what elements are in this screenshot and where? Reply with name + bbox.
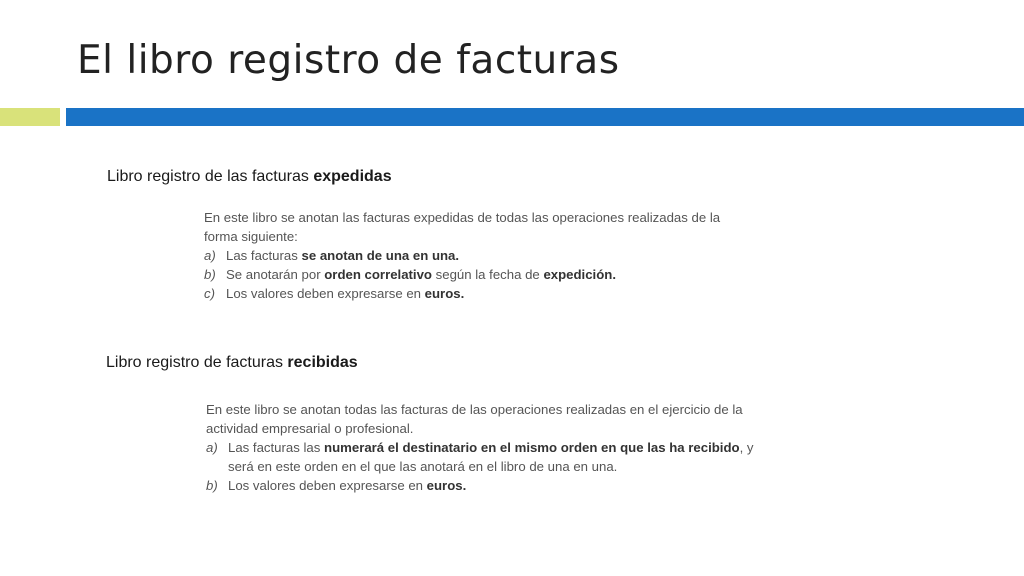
intro-line: actividad empresarial o profesional. [206, 421, 414, 436]
list-item [206, 438, 816, 476]
slide-title: El libro registro de facturas [77, 38, 620, 83]
heading-bold: expedidas [313, 168, 392, 185]
item-marker: b) [204, 267, 216, 282]
item-text: Se anotarán por orden correlativo según la fecha de expedición. [226, 267, 616, 282]
intro-line: En este libro se anotan todas las facturas de las operaciones realizadas en el ejercicio de la [206, 402, 743, 417]
section-heading-expedidas [107, 168, 392, 186]
item-marker: a) [204, 248, 216, 263]
excerpt-recibidas [206, 400, 816, 495]
item-marker: c) [204, 286, 215, 301]
item-text: Las facturas las numerará el destinatario en el mismo orden en que las ha recibido, y será en este orden en el que las anotará en el libro de una en una. [228, 440, 754, 474]
accent-bar-green [0, 108, 60, 126]
intro-line: forma siguiente: [204, 229, 298, 244]
list-item [204, 265, 824, 284]
heading-text: Libro registro de las facturas [107, 168, 314, 185]
section-heading-recibidas [106, 354, 358, 372]
list-item [204, 284, 824, 303]
heading-bold: recibidas [287, 354, 358, 371]
heading-text: Libro registro de facturas [106, 354, 288, 371]
intro-line: En este libro se anotan las facturas expedidas de todas las operaciones realizadas de la [204, 210, 721, 225]
item-text: Las facturas se anotan de una en una. [226, 248, 460, 263]
item-marker: b) [206, 478, 218, 493]
item-text: Los valores deben expresarse en euros. [228, 478, 467, 493]
item-text: Los valores deben expresarse en euros. [226, 286, 465, 301]
accent-bar-blue [66, 108, 1024, 126]
excerpt-expedidas [204, 208, 824, 303]
list-item [204, 246, 824, 265]
item-marker: a) [206, 440, 218, 455]
list-item [206, 476, 816, 495]
